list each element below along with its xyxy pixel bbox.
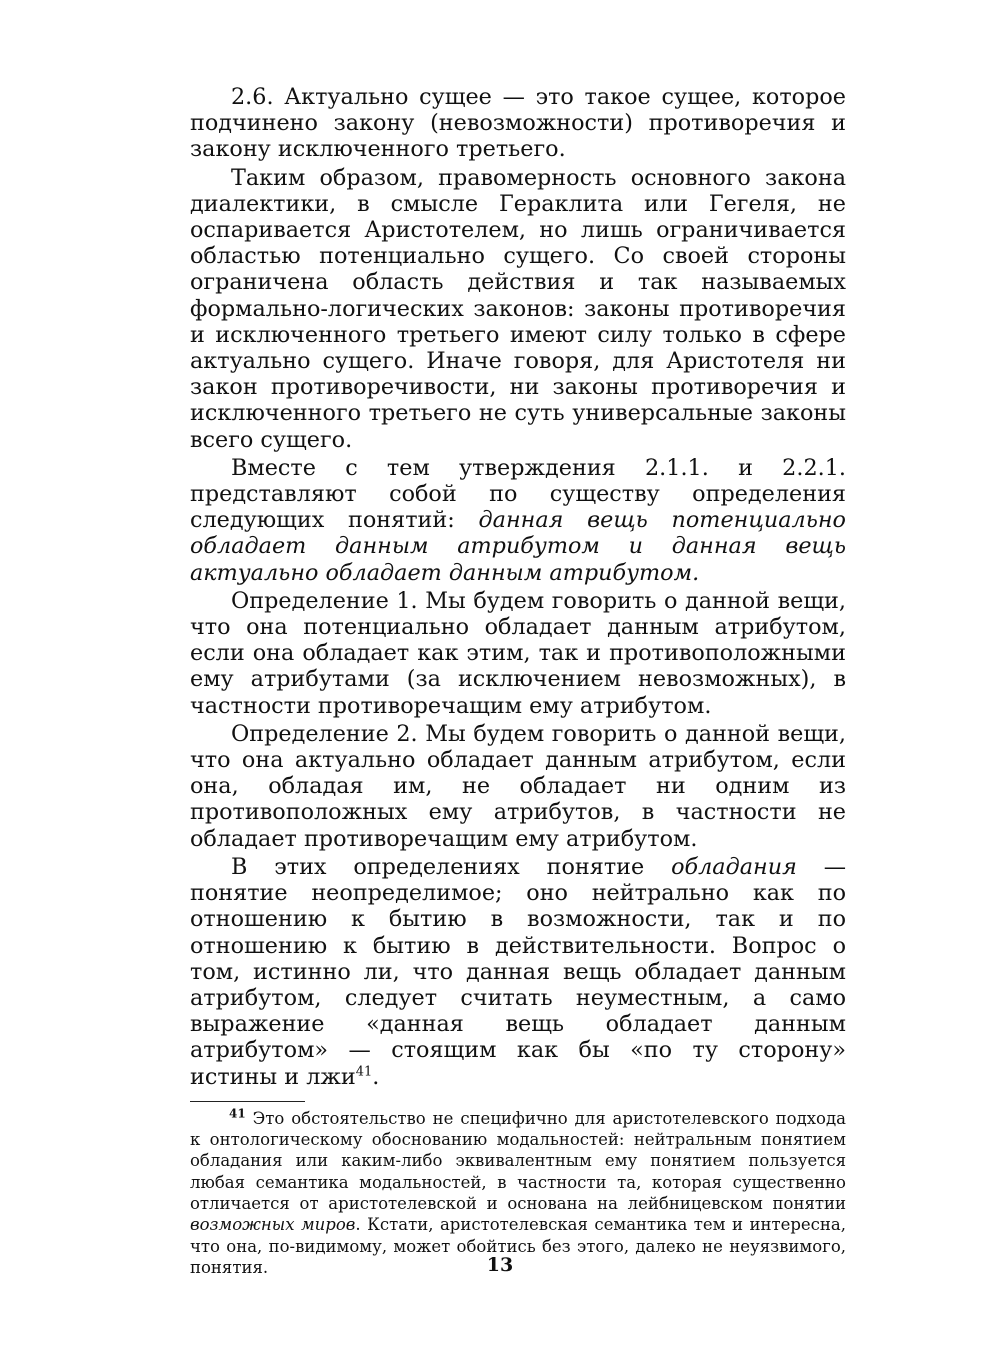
paragraph-definition-1 — [190, 588, 846, 719]
footnote-41 — [190, 1108, 846, 1278]
italic-possession: обладания — [671, 853, 797, 880]
paragraph-text: Таким образом, правомерность основного закона диалектики, в смысле Гераклита или Гегеля, не оспаривается Аристотелем, но лишь ограничивается областью потенциально сущего. Со своей стороны ограничена область действия и так называемых формально-логических законов: законы противоречия и исключенного третьего имеют силу только в сфере актуально сущего. Иначе говоря, для Аристотеля ни закон противоречивости, ни законы противоречия и исключенного третьего не суть универсальные законы всего сущего. — [190, 164, 846, 453]
paragraph-statements — [190, 455, 846, 586]
page-body — [190, 84, 846, 1278]
paragraph-possession — [190, 854, 846, 1090]
paragraph-text: Вместе с тем утверждения 2.1.1. и 2.2.1. представляют собой по существу определения следующих понятий: — [190, 454, 846, 534]
footnote-marker: 41 — [229, 1106, 246, 1121]
paragraph-definition-2 — [190, 721, 846, 852]
footnote-text: . Кстати, аристотелевская семантика тем и интересна, что она, по-видимому, может обойтись без этого, далеко не неуязвимого, понятия. — [190, 1215, 846, 1277]
paragraph-dialectics — [190, 165, 846, 453]
paragraph-text: Определение 1. Мы будем говорить о данной вещи, что она потенциально обладает данным атрибутом, если она обладает как этим, так и противоположными ему атрибутами (за исключением невозможных), в частности противоречащим ему атрибутом. — [190, 587, 846, 719]
footnote-text: Это обстоятельство не специфично для аристотелевского подхода к онтологическому обоснованию модальностей: нейтральным понятием обладания или каким-либо эквивалентным ему понятием пользуется любая семантика модальностей, в частности та, которая существенно отличается от аристотелевской и основана на лейбницевском понятии — [190, 1108, 846, 1213]
page-number: 13 — [486, 1254, 514, 1276]
paragraph-text: В этих определениях понятие — [231, 853, 672, 880]
paragraph-text: . — [372, 1063, 380, 1090]
footnote-reference[interactable]: 41 — [355, 1064, 373, 1080]
italic-definitions: данная вещь потенциально обладает данным атрибутом и данная вещь актуально обладает данным атрибутом. — [190, 507, 846, 586]
footnote-divider — [190, 1101, 305, 1102]
paragraph-text: 2.6. Актуально сущее — это такое сущее, которое подчинено закону (невозможности) противоречия и закону исключенного третьего. — [190, 84, 846, 163]
footnote-italic: возможных миров — [190, 1215, 356, 1235]
paragraph-text: Определение 2. Мы будем говорить о данной вещи, что она актуально обладает данным атрибутом, если она, обладая им, не обладает ни одним из противоположных ему атрибутов, в частности не обладает противоречащим ему атрибутом. — [190, 720, 846, 852]
paragraph-2-6 — [190, 84, 846, 163]
paragraph-text: — понятие неопределимое; оно нейтрально как по отношению к бытию в возможности, так и по отношению к бытию в действительности. Вопрос о том, истинно ли, что данная вещь обладает данным атрибутом, следует считать неуместным, а само выражение «данная вещь обладает данным атрибутом» — стоящим как бы «по ту сторону» истины и лжи — [190, 853, 846, 1090]
